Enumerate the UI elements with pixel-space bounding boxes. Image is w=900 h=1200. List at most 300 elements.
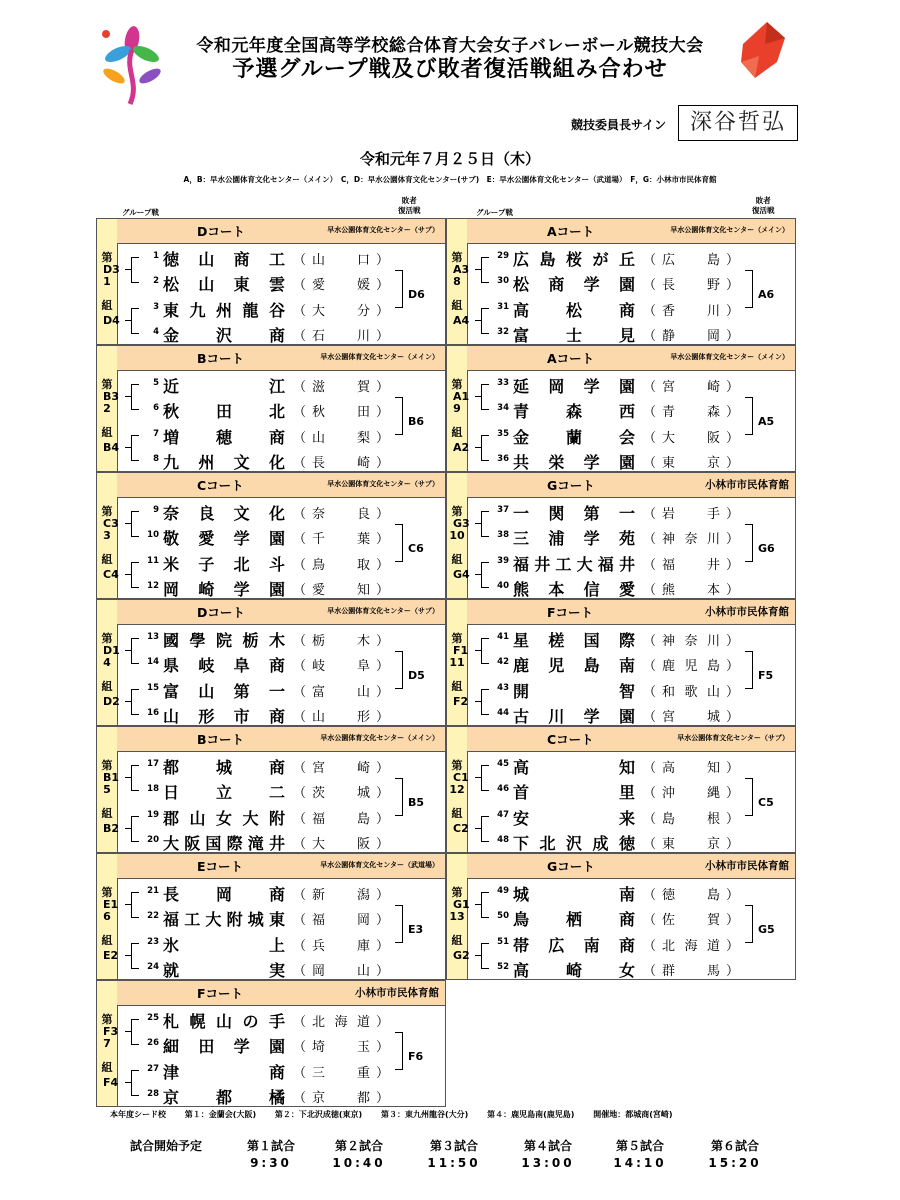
prefecture-name	[656, 630, 726, 649]
group-number-char: 第	[101, 377, 113, 391]
paren-open: （	[293, 253, 307, 268]
team-prefecture	[643, 452, 739, 471]
match-slot-label: D2	[103, 695, 120, 708]
bracket-line	[481, 943, 489, 944]
bracket-line	[131, 1019, 132, 1045]
team-seed-number: 51	[497, 937, 509, 947]
court-header	[467, 727, 795, 752]
char: 県	[163, 656, 180, 675]
team-row	[97, 753, 447, 778]
prefecture-name	[656, 808, 726, 827]
team-school	[163, 755, 285, 778]
team-row	[447, 575, 797, 600]
char: 京	[163, 1088, 180, 1107]
char: 岐	[312, 659, 326, 674]
match-name: 第６試合	[710, 1139, 759, 1153]
bracket-line	[131, 714, 139, 715]
char: 福	[163, 910, 180, 929]
char: 神	[662, 532, 676, 547]
team-row	[447, 905, 797, 930]
court-venue: 早水公園体育文化センター（メイン）	[320, 353, 439, 361]
bracket-line	[402, 524, 403, 562]
prefecture-name	[306, 325, 376, 344]
group-number-char: 第	[101, 885, 113, 899]
char: 海	[334, 1015, 348, 1030]
paren-open: （	[293, 583, 307, 598]
char: 穂	[215, 428, 232, 447]
match-slot-label: C3	[103, 517, 119, 530]
char: 木	[356, 634, 370, 649]
bracket-line	[131, 689, 132, 715]
group-number-char: 組	[451, 806, 463, 820]
paren-close: ）	[375, 1040, 389, 1055]
char: 栄	[548, 453, 565, 472]
team-seed-number: 30	[497, 276, 509, 286]
char: 学	[583, 707, 600, 726]
char: 取	[356, 558, 370, 573]
court-venue: 小林市市民体育館	[355, 987, 439, 999]
char: 松	[163, 275, 180, 294]
paren-open: （	[643, 685, 657, 700]
paren-close: ）	[725, 507, 739, 522]
paren-close: ）	[375, 431, 389, 446]
seed-1: 第１：金蘭会(大阪)	[184, 1110, 257, 1119]
char: 国	[583, 631, 600, 650]
team-row	[447, 956, 797, 981]
match-name: 第１試合	[246, 1139, 295, 1153]
char: 阪	[356, 837, 370, 852]
bracket-line	[481, 816, 489, 817]
paren-open: （	[643, 583, 657, 598]
team-prefecture	[293, 1087, 389, 1106]
bracket-line	[131, 308, 132, 334]
char: 山	[706, 685, 720, 700]
char: 山	[198, 275, 215, 294]
char: 園	[618, 707, 635, 726]
bracket-line	[481, 765, 489, 766]
group-number-char: 9	[453, 401, 461, 415]
char: 山	[312, 253, 326, 268]
char: 大	[576, 555, 593, 574]
team-row	[447, 651, 797, 676]
char: 園	[618, 453, 635, 472]
team-seed-number: 47	[497, 810, 509, 820]
court-venue: 早水公園体育文化センター（サブ）	[327, 480, 439, 488]
page-title-line1: 令和元年度全国高等学校総合体育大会女子バレーボール競技大会	[196, 36, 704, 56]
char: 島	[706, 888, 720, 903]
bracket-line	[481, 460, 489, 461]
team-school	[163, 1060, 285, 1083]
char: 一	[513, 504, 530, 523]
bracket-line	[131, 1044, 139, 1045]
paren-close: ）	[725, 380, 739, 395]
prefecture-name	[306, 503, 376, 522]
paren-close: ）	[375, 253, 389, 268]
team-prefecture	[643, 401, 739, 420]
team-prefecture	[643, 884, 739, 903]
paren-open: （	[293, 304, 307, 319]
bracket-line	[475, 447, 481, 448]
repechage-slot-label: G6	[758, 542, 775, 555]
paren-close: ）	[375, 634, 389, 649]
seed-label: 本年度シード校	[110, 1110, 166, 1119]
prefecture-name	[306, 376, 376, 395]
bracket-line	[131, 435, 139, 436]
char: 學	[189, 631, 206, 650]
team-prefecture	[293, 300, 389, 319]
bracket-line	[131, 1070, 139, 1071]
team-row	[447, 550, 797, 575]
char: 熊	[662, 583, 676, 598]
match-slot-label: F4	[103, 1076, 119, 1089]
char: 東	[662, 837, 676, 852]
team-seed-number: 15	[147, 683, 159, 693]
bracket-line	[481, 765, 482, 791]
char: 一	[618, 504, 635, 523]
char: 秋	[312, 405, 326, 420]
court-name: Bコート	[197, 732, 245, 747]
team-school	[513, 907, 635, 930]
bracket-line	[402, 778, 403, 816]
group-number-char: 第	[451, 377, 463, 391]
team-school	[163, 526, 285, 549]
paren-open: （	[293, 278, 307, 293]
char: 大	[205, 910, 222, 929]
char: 島	[706, 659, 720, 674]
bracket-line	[481, 968, 489, 969]
paren-open: （	[293, 634, 307, 649]
team-prefecture	[293, 1011, 389, 1030]
team-seed-number: 46	[497, 784, 509, 794]
char: 和	[662, 685, 676, 700]
team-row	[97, 270, 447, 295]
paren-close: ）	[375, 532, 389, 547]
match-name: 第５試合	[615, 1139, 664, 1153]
char: 東	[268, 910, 285, 929]
team-row	[97, 397, 447, 422]
char: 良	[198, 504, 215, 523]
paren-close: ）	[725, 837, 739, 852]
team-seed-number: 41	[497, 632, 509, 642]
prefecture-name	[656, 300, 726, 319]
team-seed-number: 48	[497, 835, 509, 845]
char: 庫	[356, 939, 370, 954]
bracket-line	[481, 663, 489, 664]
char: 滝	[247, 834, 264, 853]
char: 青	[513, 402, 530, 421]
char: 江	[268, 377, 285, 396]
team-prefecture	[293, 427, 389, 446]
bracket-line	[402, 651, 403, 689]
paren-open: （	[643, 913, 657, 928]
repechage-label-line1: 敗者	[755, 196, 771, 205]
team-row	[447, 753, 797, 778]
char: 学	[583, 275, 600, 294]
team-row	[447, 270, 797, 295]
paren-open: （	[293, 761, 307, 776]
char: 川	[706, 634, 720, 649]
char: 都	[215, 1088, 232, 1107]
paren-open: （	[293, 1066, 307, 1081]
char: 広	[513, 250, 530, 269]
char: 州	[215, 301, 232, 320]
match-slot-label: G4	[453, 568, 470, 581]
char: 高	[662, 761, 676, 776]
group-number-char: 第	[101, 504, 113, 518]
char: 工	[555, 555, 572, 574]
char: 鹿	[513, 656, 530, 675]
team-school	[163, 425, 285, 448]
team-prefecture	[643, 909, 739, 928]
team-row	[97, 296, 447, 321]
group-block	[96, 218, 446, 345]
team-school	[513, 374, 635, 397]
bracket-line	[475, 320, 481, 321]
char: 第	[233, 682, 250, 701]
bracket-line	[402, 1032, 403, 1070]
char: 学	[233, 580, 250, 599]
team-school	[513, 577, 635, 600]
char: 愛	[312, 278, 326, 293]
bracket-line	[752, 397, 753, 435]
paren-close: ）	[725, 634, 739, 649]
bracket-line	[131, 282, 139, 283]
bracket-line	[125, 1082, 131, 1083]
char: 北	[233, 555, 250, 574]
char: 高	[513, 301, 530, 320]
team-seed-number: 11	[147, 556, 159, 566]
bracket-line	[131, 816, 132, 842]
bracket-line	[131, 384, 139, 385]
char: 雲	[268, 275, 285, 294]
team-row	[97, 245, 447, 270]
bracket-line	[131, 968, 139, 969]
team-prefecture	[643, 681, 739, 700]
team-row	[97, 524, 447, 549]
group-block	[96, 726, 446, 853]
paren-close: ）	[375, 456, 389, 471]
prefecture-name	[656, 884, 726, 903]
prefecture-name	[306, 1062, 376, 1081]
team-row	[447, 804, 797, 829]
group-number-char: 組	[101, 1060, 113, 1074]
team-row	[447, 296, 797, 321]
court-header	[467, 600, 795, 625]
seed-2: 第２：下北沢成徳(東京)	[274, 1110, 363, 1119]
prefecture-name	[306, 274, 376, 293]
bracket-line	[481, 917, 489, 918]
paren-close: ）	[375, 939, 389, 954]
char: 潟	[356, 888, 370, 903]
team-seed-number: 52	[497, 962, 509, 972]
court-name: Aコート	[547, 224, 595, 239]
char: 重	[356, 1066, 370, 1081]
group-number-char: 11	[449, 655, 465, 669]
char: 北	[268, 402, 285, 421]
team-row	[447, 677, 797, 702]
team-seed-number: 13	[147, 632, 159, 642]
char: 三	[513, 529, 530, 548]
bracket-line	[481, 689, 489, 690]
paren-close: ）	[375, 888, 389, 903]
repechage-label-line2: 復活戦	[398, 206, 421, 215]
team-school	[513, 526, 635, 549]
bracket-line	[125, 904, 131, 905]
char: 崎	[356, 456, 370, 471]
match-slot-label: C2	[453, 822, 469, 835]
paren-close: ）	[725, 685, 739, 700]
group-number-char: 2	[103, 401, 111, 415]
paren-close: ）	[725, 456, 739, 471]
team-seed-number: 19	[147, 810, 159, 820]
char: 児	[548, 656, 565, 675]
group-block	[446, 218, 796, 345]
match-name: 第２試合	[334, 1139, 383, 1153]
char: 山	[163, 707, 180, 726]
team-seed-number: 25	[147, 1013, 159, 1023]
char: 来	[618, 809, 635, 828]
char: 宮	[662, 380, 676, 395]
prefecture-name	[306, 1011, 376, 1030]
char: 下	[513, 834, 530, 853]
group-number-char: 組	[451, 425, 463, 439]
court-venue: 早水公園体育文化センター（サブ）	[327, 607, 439, 615]
paren-open: （	[293, 1091, 307, 1106]
bracket-line	[752, 778, 753, 816]
match-slot-label: F2	[453, 695, 469, 708]
paren-open: （	[293, 812, 307, 827]
team-prefecture	[293, 960, 389, 979]
team-seed-number: 5	[153, 378, 159, 388]
prefecture-name	[306, 960, 376, 979]
team-row	[447, 397, 797, 422]
char: 化	[268, 504, 285, 523]
team-row	[447, 423, 797, 448]
char: 分	[356, 304, 370, 319]
bracket-line	[475, 650, 481, 651]
char: 帯	[513, 936, 530, 955]
bracket-line	[131, 943, 139, 944]
group-stage-label-left: グループ戦	[122, 208, 159, 217]
bracket-line	[131, 917, 139, 918]
team-row	[97, 956, 447, 981]
char: 岡	[215, 885, 232, 904]
char: 広	[662, 253, 676, 268]
bracket-line	[481, 511, 482, 537]
court-name: Cコート	[547, 732, 594, 747]
bracket-line	[131, 435, 132, 461]
paren-open: （	[293, 710, 307, 725]
team-prefecture	[293, 808, 389, 827]
char: 東	[163, 301, 180, 320]
bracket-line	[481, 638, 482, 664]
bracket-line	[475, 701, 481, 702]
repechage-label-line1: 敗者	[401, 196, 417, 205]
repechage-slot-label: A6	[758, 288, 775, 301]
group-number-char: 第	[451, 885, 463, 899]
char: 井	[618, 555, 635, 574]
char: 苑	[618, 529, 635, 548]
prefecture-name	[306, 655, 376, 674]
group-number-char: 1	[103, 274, 111, 288]
char: 文	[233, 453, 250, 472]
group-number-char: 3	[103, 528, 111, 542]
char: 福	[513, 555, 530, 574]
team-row	[447, 931, 797, 956]
char: 実	[268, 961, 285, 980]
paren-open: （	[643, 939, 657, 954]
group-number-char: 13	[449, 909, 465, 923]
team-seed-number: 1	[153, 251, 159, 261]
char: 宮	[662, 710, 676, 725]
team-prefecture	[293, 1036, 389, 1055]
char: 山	[215, 1012, 232, 1031]
seed-host: 開催地：都城商(宮崎)	[593, 1110, 673, 1119]
char: 沢	[565, 834, 582, 853]
char: 島	[662, 812, 676, 827]
team-row	[97, 550, 447, 575]
prefecture-name	[306, 554, 376, 573]
match-slot-label: A3	[453, 263, 470, 276]
group-block	[96, 472, 446, 599]
char: 形	[198, 707, 215, 726]
char: 丘	[618, 250, 635, 269]
paren-close: ）	[725, 329, 739, 344]
paren-close: ）	[725, 786, 739, 801]
prefecture-name	[656, 401, 726, 420]
prefecture-name	[306, 1087, 376, 1106]
team-seed-number: 33	[497, 378, 509, 388]
bracket-line	[131, 892, 132, 918]
prefecture-name	[656, 833, 726, 852]
char: 工	[268, 250, 285, 269]
char: 学	[583, 453, 600, 472]
group-number-char: 組	[451, 552, 463, 566]
team-prefecture	[643, 757, 739, 776]
prefecture-name	[306, 528, 376, 547]
paren-open: （	[293, 685, 307, 700]
paren-open: （	[643, 507, 657, 522]
char: 開	[513, 682, 530, 701]
char: 滋	[312, 380, 326, 395]
paren-close: ）	[375, 761, 389, 776]
char: 龍	[242, 301, 259, 320]
bracket-line	[475, 955, 481, 956]
team-school	[513, 780, 635, 803]
paren-open: （	[643, 786, 657, 801]
prefecture-name	[306, 1036, 376, 1055]
team-school	[513, 450, 635, 473]
char: 山	[356, 685, 370, 700]
team-seed-number: 44	[497, 708, 509, 718]
bracket-line	[481, 511, 489, 512]
char: 木	[268, 631, 285, 650]
char: 埼	[312, 1040, 326, 1055]
bracket-line	[481, 282, 489, 283]
char: 桜	[565, 250, 582, 269]
bracket-line	[131, 409, 139, 410]
bracket-line	[125, 650, 131, 651]
team-school	[163, 933, 285, 956]
team-seed-number: 12	[147, 581, 159, 591]
char: 熊	[513, 580, 530, 599]
team-seed-number: 31	[497, 302, 509, 312]
repechage-slot-label: C6	[408, 542, 424, 555]
paren-close: ）	[375, 1091, 389, 1106]
char: 第	[583, 504, 600, 523]
team-school	[513, 552, 635, 575]
paren-close: ）	[375, 507, 389, 522]
